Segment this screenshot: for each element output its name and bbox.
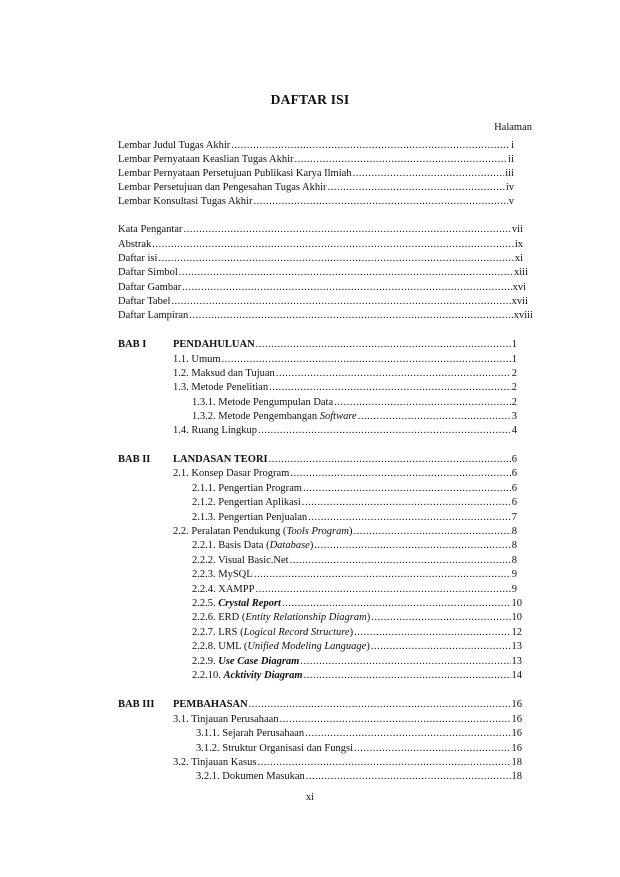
toc-row: 3.1. Tinjauan Perusahaan ..... 16 [173,713,522,727]
toc-row: 3.2. Tinjauan Kasus ..... 18 [173,756,522,770]
chapter-row: LANDASAN TEORI ..... 6 [173,453,517,467]
toc-row: 1.1. Umum ..... 1 [173,353,517,367]
page-title: DAFTAR ISI [270,92,350,107]
chapter-code: BAB II [118,454,151,465]
toc-row: 2.1.3. Pengertian Penjualan ..... 7 [192,511,517,525]
toc-row: 2.2. Peralatan Pendukung (Tools Program) ..... 8 [173,525,517,539]
chapter-code: BAB III [118,699,155,710]
toc-row: 2.2.7. LRS (Logical Record Structure) ..... 12 [192,626,522,640]
toc-row: 1.3.1. Metode Pengumpulan Data ..... 2 [192,396,517,410]
toc-row: Lembar Pernyataan Persetujuan Publikasi Karya Ilmiah ..... iii [118,167,514,181]
toc-row: 2.2.6. ERD (Entity Relationship Diagram) ..... 10 [192,611,522,625]
toc-row: 2.2.10. Acktivity Diagram ..... 14 [192,669,522,683]
toc-row: 2.1. Konsep Dasar Program ..... 6 [173,467,517,481]
toc-row: Kata Pengantar ..... vii [118,223,523,237]
toc-row: 1.2. Maksud dan Tujuan ..... 2 [173,367,517,381]
toc-row: 3.1.2. Struktur Organisasi dan Fungsi ..... 16 [196,742,522,756]
page-number: xi [305,792,315,803]
toc-row: Lembar Judul Tugas Akhir ..... i [118,139,514,153]
toc-row: Daftar Gambar ..... xvi [118,281,526,295]
toc-row: 2.1.1. Pengertian Program ..... 6 [192,482,517,496]
toc-row: Lembar Pernyataan Keaslian Tugas Akhir ..... ii [118,153,514,167]
toc-row: 2.2.3. MySQL ..... 9 [192,568,517,582]
toc-row: 2.1.2. Pengertian Aplikasi ..... 6 [192,496,517,510]
toc-row: Lembar Konsultasi Tugas Akhir ..... v [118,195,514,209]
toc-row: 2.2.9. Use Case Diagram ..... 13 [192,655,522,669]
chapter-code: BAB I [118,339,147,350]
toc-row: Lembar Persetujuan dan Pengesahan Tugas Akhir ..... iv [118,181,514,195]
toc-row: Daftar Lampiran ..... xviii [118,309,533,323]
toc-row: 1.3. Metode Penelitian ..... 2 [173,381,517,395]
toc-row: Daftar Simbol ..... xiii [118,266,528,280]
toc-row: 2.2.2. Visual Basic.Net ..... 8 [192,554,517,568]
chapter-row: PEMBAHASAN ..... 16 [173,698,522,712]
toc-row: 1.4. Ruang Lingkup ..... 4 [173,424,517,438]
toc-row: 2.2.4. XAMPP ..... 9 [192,583,517,597]
toc-row: Daftar isi ..... xi [118,252,523,266]
toc-row: 1.3.2. Metode Pengembangan Software ..... 3 [192,410,517,424]
toc-row: 3.2.1. Dokumen Masukan ..... 18 [196,770,522,784]
toc-row: 2.2.5. Crystal Report ..... 10 [192,597,522,611]
chapter-row: PENDAHULUAN ..... 1 [173,338,517,352]
toc-row: 3.1.1. Sejarah Perusahaan ..... 16 [196,727,522,741]
halaman-label: Halaman [494,122,532,133]
toc-row: 2.2.1. Basis Data (Database) ..... 8 [192,539,517,553]
toc-row: 2.2.8. UML (Unified Modeling Language) ..... 13 [192,640,522,654]
toc-row: Abstrak ..... ix [118,238,523,252]
toc-row: Daftar Tabel ..... xvii [118,295,528,309]
